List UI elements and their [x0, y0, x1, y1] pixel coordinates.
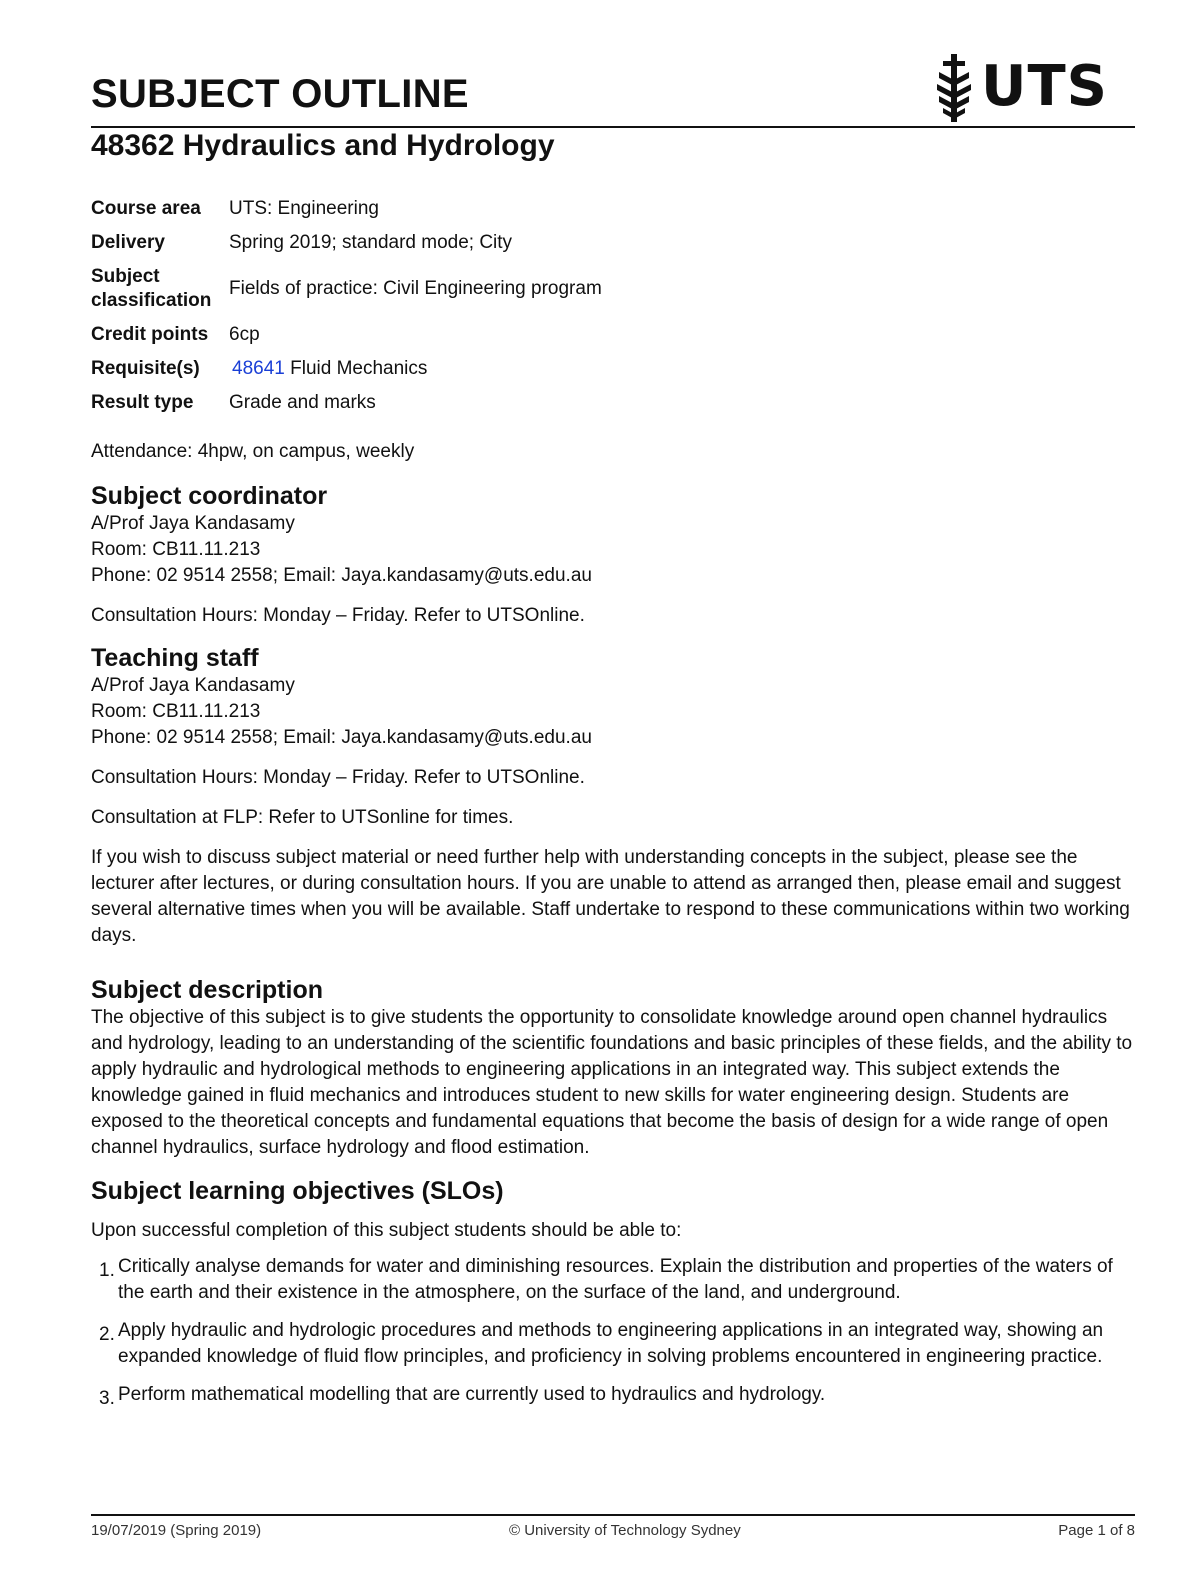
details-row-requisites [91, 352, 791, 386]
details-row-delivery [91, 226, 791, 260]
objectives-list [91, 1254, 1135, 1408]
course-area-value: UTS: Engineering [229, 198, 379, 219]
objective-text: Perform mathematical modelling that are currently used to hydraulics and hydrology. [118, 1384, 826, 1405]
uts-logo-text: UTS [981, 54, 1109, 119]
requisites-value [229, 352, 791, 386]
credit-points-value: 6cp [229, 324, 260, 345]
requisites-label: Requisite(s) [91, 358, 200, 379]
classification-value: Fields of practice: Civil Engineering program [229, 278, 602, 299]
document-page [91, 0, 1135, 1590]
document-title: SUBJECT OUTLINE [91, 72, 469, 116]
objectives-intro: Upon successful completion of this subject students should be able to: [91, 1220, 682, 1241]
requisite-subject-link[interactable]: 48641 [232, 358, 285, 379]
objective-text: Critically analyse demands for water and diminishing resources. Explain the distribution and properties of the waters of the earth and their existence in the atmosphere, on the surface of the land, and underground. [118, 1256, 1113, 1303]
description-text: The objective of this subject is to give students the opportunity to consolidate knowledge around open channel hydraulics and hydrology, leading to an understanding of the scientific foundations and basic principles of these fields, and the ability to apply hydraulic and hydrological methods to engineering applications in an integrated way. This subject extends the knowledge gained in fluid mechanics and introduces student to new skills for water engineering design. Students are exposed to the theoretical concepts and fundamental equations that become the basis of design for a wide range of open channel hydraulics, surface hydrology and flood estimation. [91, 1007, 1133, 1158]
description-heading: Subject description [91, 976, 323, 1004]
teaching-staff-heading: Teaching staff [91, 644, 259, 672]
classification-label-line-1: Subject [91, 266, 160, 287]
list-item [91, 1254, 1135, 1306]
objectives-heading: Subject learning objectives (SLOs) [91, 1177, 504, 1205]
attendance-text: Attendance: 4hpw, on campus, weekly [91, 441, 415, 462]
list-item [91, 1382, 1135, 1408]
subject-details-table [91, 192, 791, 420]
teaching-staff-section [91, 643, 1135, 949]
teaching-staff-contact: Phone: 02 9514 2558; Email: Jaya.kandasamy@uts.edu.au [91, 727, 592, 748]
discuss-paragraph: If you wish to discuss subject material or need further help with understanding concepts in the subject, please see the lecturer after lectures, or during consultation hours. If you are unable to attend as arranged then, please email and suggest several alternative times when you will be available. Staff undertake to respond to these communications within two working days. [91, 847, 1130, 946]
footer-copyright: © University of Technology Sydney [509, 1522, 741, 1539]
details-row-credit-points [91, 318, 791, 352]
details-row-result-type [91, 386, 791, 420]
coordinator-contact: Phone: 02 9514 2558; Email: Jaya.kandasamy@uts.edu.au [91, 565, 592, 586]
uts-logo [929, 52, 1109, 122]
flp-consultation: Consultation at FLP: Refer to UTSonline for times. [91, 807, 514, 828]
classification-label [91, 260, 229, 318]
footer-page-number: Page 1 of 8 [1058, 1522, 1135, 1539]
footer-date: 19/07/2019 (Spring 2019) [91, 1522, 262, 1539]
description-section [91, 975, 1135, 1161]
coordinator-section [91, 481, 1135, 629]
coordinator-heading: Subject coordinator [91, 482, 328, 510]
requisite-subject-name: Fluid Mechanics [284, 358, 428, 379]
result-type-value: Grade and marks [229, 392, 376, 413]
list-item [91, 1318, 1135, 1370]
objective-number: 2. [99, 1324, 115, 1345]
objectives-section [91, 1176, 1135, 1420]
coordinator-consultation: Consultation Hours: Monday – Friday. Refer to UTSOnline. [91, 605, 585, 626]
page-footer [91, 1514, 1135, 1546]
objective-number: 3. [99, 1388, 115, 1409]
classification-label-line-2: classification [91, 290, 212, 311]
teaching-staff-room: Room: CB11.11.213 [91, 701, 261, 722]
course-area-label: Course area [91, 198, 201, 219]
objective-text: Apply hydraulic and hydrologic procedures and methods to engineering applications in an integrated way, showing an expanded knowledge of fluid flow principles, and proficiency in solving problems encountered in engineering practice. [118, 1320, 1104, 1367]
teaching-staff-name: A/Prof Jaya Kandasamy [91, 675, 295, 696]
delivery-label: Delivery [91, 232, 165, 253]
objective-number: 1. [99, 1260, 115, 1281]
page-header [91, 54, 1135, 128]
delivery-value: Spring 2019; standard mode; City [229, 232, 513, 253]
coordinator-room: Room: CB11.11.213 [91, 539, 261, 560]
credit-points-label: Credit points [91, 324, 209, 345]
subject-title: 48362 Hydraulics and Hydrology [91, 129, 555, 162]
teaching-staff-consultation: Consultation Hours: Monday – Friday. Refer to UTSOnline. [91, 767, 585, 788]
uts-crest-icon [933, 54, 975, 122]
coordinator-name: A/Prof Jaya Kandasamy [91, 513, 295, 534]
result-type-label: Result type [91, 392, 194, 413]
details-row-course-area [91, 192, 791, 226]
details-row-classification [91, 260, 791, 318]
